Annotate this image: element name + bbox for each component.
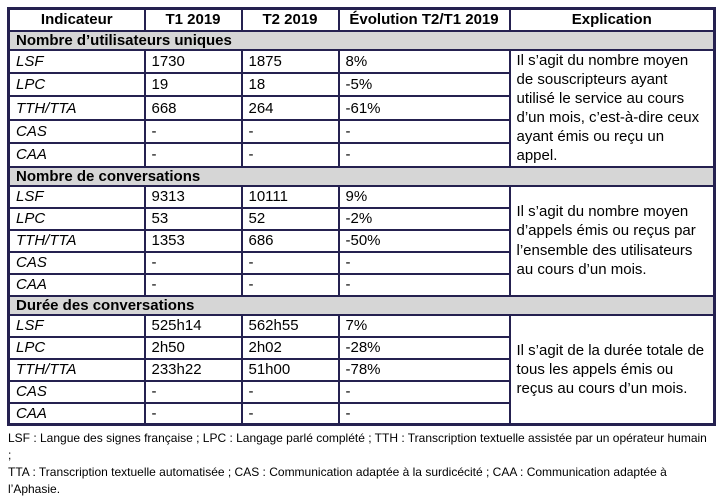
header-row bbox=[9, 9, 715, 31]
cell-t2: 51h00 bbox=[242, 359, 339, 381]
explication-cell: Il s’agit du nombre moyen de souscripteurs ayant utilisé le service au cours d’un mois, c’est-à-dire ceux ayant émis ou reçu un appel. bbox=[510, 50, 715, 167]
col-header-t2-2019: T2 2019 bbox=[242, 9, 339, 31]
cell-t2: - bbox=[242, 143, 339, 166]
cell-t2: - bbox=[242, 120, 339, 143]
row-label: TTH/TTA bbox=[9, 230, 145, 252]
cell-evolution: -50% bbox=[339, 230, 510, 252]
cell-evolution: 9% bbox=[339, 186, 510, 208]
row-label: CAA bbox=[9, 274, 145, 296]
cell-evolution: 8% bbox=[339, 50, 510, 73]
cell-evolution: - bbox=[339, 403, 510, 425]
col-header-t1-2019: T1 2019 bbox=[145, 9, 242, 31]
row-label: CAA bbox=[9, 143, 145, 166]
cell-evolution: - bbox=[339, 274, 510, 296]
row-label: LSF bbox=[9, 50, 145, 73]
row-label: LPC bbox=[9, 337, 145, 359]
col-header-explication: Explication bbox=[510, 9, 715, 31]
cell-evolution: - bbox=[339, 252, 510, 274]
row-label: LSF bbox=[9, 315, 145, 337]
cell-t2: - bbox=[242, 403, 339, 425]
cell-evolution: - bbox=[339, 143, 510, 166]
cell-t2: 562h55 bbox=[242, 315, 339, 337]
row-label: TTH/TTA bbox=[9, 359, 145, 381]
row-label: TTH/TTA bbox=[9, 96, 145, 119]
cell-t1: - bbox=[145, 120, 242, 143]
cell-t2: 52 bbox=[242, 208, 339, 230]
cell-t2: 2h02 bbox=[242, 337, 339, 359]
row-label: CAS bbox=[9, 381, 145, 403]
cell-t1: 668 bbox=[145, 96, 242, 119]
cell-evolution: 7% bbox=[339, 315, 510, 337]
section-title: Nombre d’utilisateurs uniques bbox=[9, 31, 715, 50]
cell-evolution: -5% bbox=[339, 73, 510, 96]
cell-t1: - bbox=[145, 381, 242, 403]
cell-t1: 525h14 bbox=[145, 315, 242, 337]
explication-cell: Il s’agit du nombre moyen d’appels émis ou reçus par l’ensemble des utilisateurs au cours d’un mois. bbox=[510, 186, 715, 296]
cell-t1: 1353 bbox=[145, 230, 242, 252]
col-header-indicateur: Indicateur bbox=[9, 9, 145, 31]
cell-t2: - bbox=[242, 274, 339, 296]
explication-cell: Il s’agit de la durée totale de tous les appels émis ou reçus au cours d’un mois. bbox=[510, 315, 715, 425]
cell-t1: - bbox=[145, 274, 242, 296]
row-label: CAS bbox=[9, 252, 145, 274]
cell-t2: 10111 bbox=[242, 186, 339, 208]
table-row bbox=[9, 50, 715, 73]
cell-t2: 264 bbox=[242, 96, 339, 119]
section-row-duree-conversations bbox=[9, 296, 715, 315]
cell-t2: 686 bbox=[242, 230, 339, 252]
table-row bbox=[9, 186, 715, 208]
cell-t1: 233h22 bbox=[145, 359, 242, 381]
cell-evolution: - bbox=[339, 381, 510, 403]
table-row bbox=[9, 315, 715, 337]
footnote bbox=[7, 426, 713, 498]
row-label: LSF bbox=[9, 186, 145, 208]
row-label: LPC bbox=[9, 73, 145, 96]
section-title: Nombre de conversations bbox=[9, 167, 715, 186]
cell-evolution: -2% bbox=[339, 208, 510, 230]
section-title: Durée des conversations bbox=[9, 296, 715, 315]
cell-t1: 9313 bbox=[145, 186, 242, 208]
cell-t1: 2h50 bbox=[145, 337, 242, 359]
cell-t1: - bbox=[145, 143, 242, 166]
row-label: CAS bbox=[9, 120, 145, 143]
cell-t1: 19 bbox=[145, 73, 242, 96]
cell-t2: 1875 bbox=[242, 50, 339, 73]
cell-t2: - bbox=[242, 381, 339, 403]
footnote-line-1: LSF : Langue des signes française ; LPC : Langage parlé complété ; TTH : Transcription textuelle assistée par un opérateur humain ; bbox=[8, 431, 707, 463]
cell-t1: 53 bbox=[145, 208, 242, 230]
col-header-evolution: Évolution T2/T1 2019 bbox=[339, 9, 510, 31]
cell-t2: - bbox=[242, 252, 339, 274]
section-row-utilisateurs-uniques bbox=[9, 31, 715, 50]
cell-t1: 1730 bbox=[145, 50, 242, 73]
cell-t1: - bbox=[145, 403, 242, 425]
cell-t1: - bbox=[145, 252, 242, 274]
footnote-line-2: TTA : Transcription textuelle automatisée ; CAS : Communication adaptée à la surdicécité ; CAA : Communication adaptée à l’Aphasie. bbox=[8, 465, 667, 497]
cell-evolution: -61% bbox=[339, 96, 510, 119]
row-label: CAA bbox=[9, 403, 145, 425]
row-label: LPC bbox=[9, 208, 145, 230]
stats-table bbox=[7, 7, 716, 426]
section-row-nombre-conversations bbox=[9, 167, 715, 186]
cell-evolution: -28% bbox=[339, 337, 510, 359]
cell-evolution: - bbox=[339, 120, 510, 143]
cell-t2: 18 bbox=[242, 73, 339, 96]
cell-evolution: -78% bbox=[339, 359, 510, 381]
